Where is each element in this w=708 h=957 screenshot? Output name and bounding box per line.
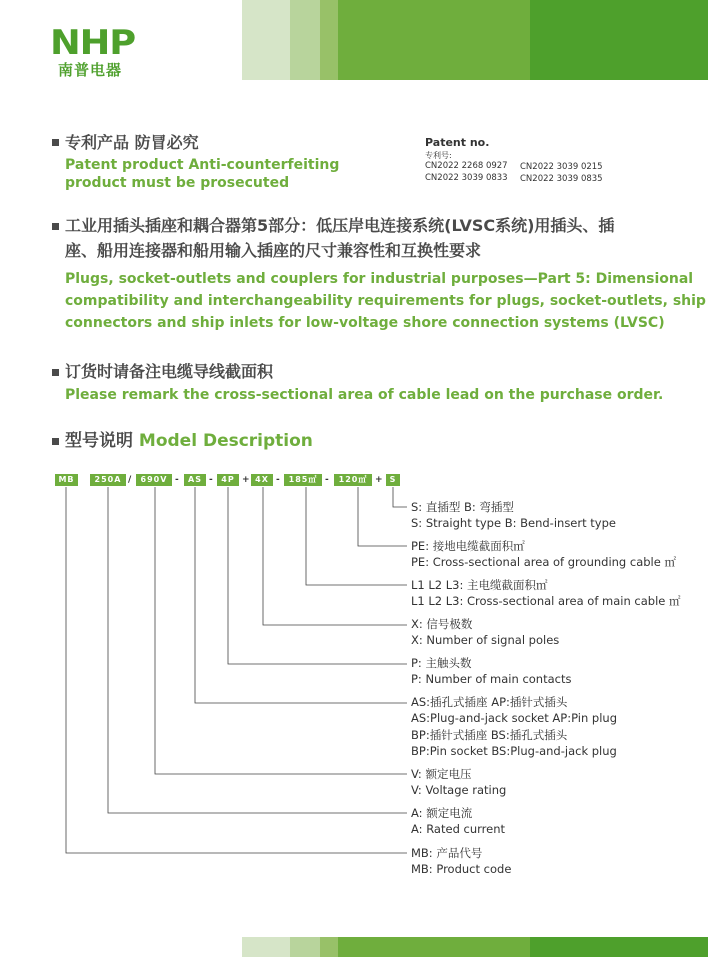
patent-number: CN2022 3039 0835 (520, 174, 603, 184)
legend-voltage-en: V: Voltage rating (411, 783, 507, 797)
code-box-pe-cable: 120㎡ (334, 474, 372, 486)
line-signal-poles (263, 487, 407, 625)
legend-signal-cn: X: 信号极数 (411, 617, 473, 631)
code-box-signal-poles: 4X (251, 474, 273, 486)
patent-number: CN2022 3039 0833 (425, 173, 508, 183)
line-voltage (155, 487, 407, 774)
code-separator: - (276, 475, 280, 485)
patent-number: CN2022 3039 0215 (520, 162, 603, 172)
footer-band-4 (338, 937, 530, 957)
standard-title-en-3: connectors and ship inlets for low-voltage shore connection systems (LVSC) (65, 315, 665, 331)
code-box-voltage: 690V (136, 474, 172, 486)
legend-main-cable-cn: L1 L2 L3: 主电缆截面积㎡ (411, 578, 548, 592)
legend-type-cn: AS:插孔式插座 AP:插针式插头 (411, 695, 568, 709)
code-box-type: AS (184, 474, 206, 486)
standard-title-cn-1: 工业用插头插座和耦合器第5部分：低压岸电连接系统(LVSC系统)用插头、插 (65, 216, 615, 235)
line-current (108, 487, 407, 813)
legend-insert-type-en: S: Straight type B: Bend-insert type (411, 516, 616, 530)
patent-title-en-2: product must be prosecuted (65, 175, 290, 191)
brand-logo: NHP (50, 23, 136, 63)
code-box-insert-type: S (386, 474, 400, 486)
code-box-current: 250A (90, 474, 126, 486)
legend-current-en: A: Rated current (411, 822, 506, 836)
patent-no-label-cn: 专利号: (425, 151, 452, 160)
footer-band-3 (320, 937, 338, 957)
legend-voltage-cn: V: 额定电压 (411, 767, 472, 781)
patent-no-label: Patent no. (425, 136, 490, 149)
legend-signal-en: X: Number of signal poles (411, 633, 560, 647)
footer-band-2 (290, 937, 320, 957)
code-separator: / (128, 475, 132, 485)
patent-title-en-1: Patent product Anti-counterfeiting (65, 157, 340, 173)
code-separator: - (325, 475, 329, 485)
legend-contacts-en: P: Number of main contacts (411, 672, 572, 686)
footer-band-5 (530, 937, 708, 957)
legend-contacts-cn: P: 主触头数 (411, 656, 472, 670)
legend-current-cn: A: 额定电流 (411, 806, 473, 820)
line-type (195, 487, 407, 703)
legend-type-en: AS:Plug-and-jack socket AP:Pin plug (411, 711, 617, 725)
line-insert-type (393, 487, 407, 507)
patent-title-cn: 专利产品 防冒必究 (65, 133, 199, 152)
model-title-cn: 型号说明 (65, 431, 133, 451)
code-box-main-contacts: 4P (217, 474, 239, 486)
legend-type-en-2: BP:Pin socket BS:Plug-and-jack plug (411, 744, 617, 758)
brand-logo-cn: 南普电器 (58, 61, 123, 79)
standard-title-cn-2: 座、船用连接器和船用输入插座的尺寸兼容性和互换性要求 (65, 241, 482, 260)
order-title-en: Please remark the cross-sectional area of cable lead on the purchase order. (65, 387, 664, 403)
model-title-en: Model Description (138, 431, 313, 451)
standard-title-en-2: compatibility and interchangeability requirements for plugs, socket-outlets, ship (65, 293, 706, 309)
code-separator: + (242, 475, 250, 485)
legend-type-cn-2: BP:插针式插座 BS:插孔式插头 (411, 728, 568, 742)
code-separator: + (375, 475, 383, 485)
order-title-cn: 订货时请备注电缆导线截面积 (65, 362, 274, 381)
line-main-cable (306, 487, 407, 585)
code-box-mb: MB (55, 474, 78, 486)
code-separator: - (209, 475, 213, 485)
legend-pe-en: PE: Cross-sectional area of grounding cable ㎡ (411, 555, 676, 569)
legend-product-code-cn: MB: 产品代号 (411, 846, 483, 860)
standard-title-en-1: Plugs, socket-outlets and couplers for industrial purposes—Part 5: Dimensional (65, 271, 694, 287)
code-box-main-cable: 185㎡ (284, 474, 322, 486)
legend-pe-cn: PE: 接地电缆截面积㎡ (411, 539, 525, 553)
code-separator: - (175, 475, 179, 485)
footer-band-1 (242, 937, 290, 957)
legend-product-code-en: MB: Product code (411, 862, 512, 876)
line-main-contacts (228, 487, 407, 664)
legend-insert-type-cn: S: 直插型 B: 弯插型 (411, 500, 514, 514)
legend-main-cable-en: L1 L2 L3: Cross-sectional area of main cable ㎡ (411, 594, 681, 608)
line-pe-cable (358, 487, 407, 546)
line-product-code (66, 487, 407, 853)
patent-number: CN2022 2268 0927 (425, 161, 508, 171)
